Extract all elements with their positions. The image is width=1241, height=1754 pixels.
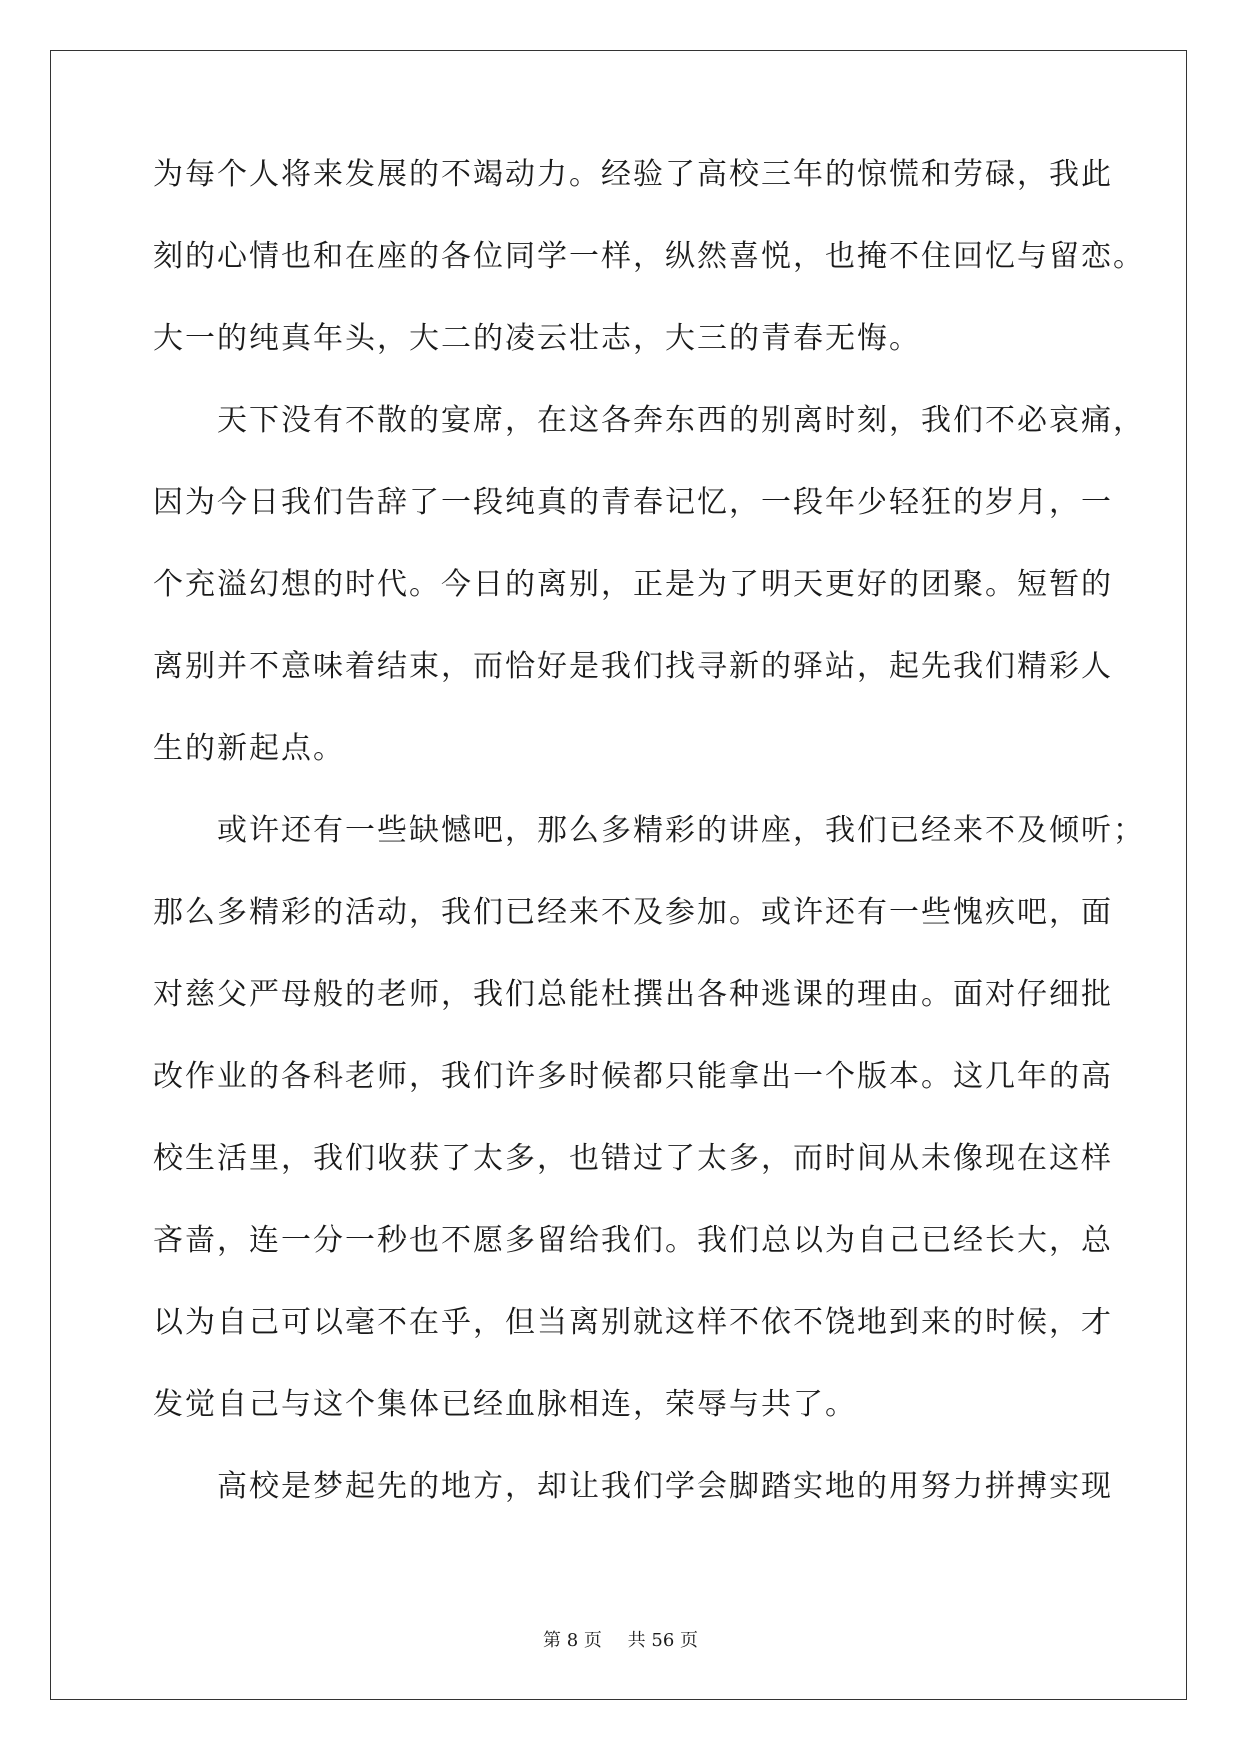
- text-line-1: 为每个人将来发展的不竭动力。经验了高校三年的惊慌和劳碌，我此: [153, 157, 1113, 192]
- document-body: [153, 157, 1145, 1554]
- total-pages: 共 56 页: [627, 1630, 698, 1651]
- page-footer: [0, 1626, 1241, 1652]
- text-line-2: 刻的心情也和在座的各位同学一样，纵然喜悦，也掩不住回忆与留恋。: [153, 239, 1145, 274]
- text-line-10: 那么多精彩的活动，我们已经来不及参加。或许还有一些愧疚吧，面: [153, 895, 1113, 930]
- page-number: 第 8 页: [543, 1630, 602, 1651]
- text-line-3: 大一的纯真年头，大二的凌云壮志，大三的青春无悔。: [153, 321, 921, 356]
- text-line-17: 高校是梦起先的地方，却让我们学会脚踏实地的用努力拼搏实现: [217, 1469, 1113, 1504]
- text-line-15: 以为自己可以毫不在乎，但当离别就这样不依不饶地到来的时候，才: [153, 1305, 1113, 1340]
- text-line-5: 因为今日我们告辞了一段纯真的青春记忆，一段年少轻狂的岁月，一: [153, 485, 1113, 520]
- text-line-14: 吝啬，连一分一秒也不愿多留给我们。我们总以为自己已经长大，总: [153, 1223, 1113, 1258]
- text-line-8: 生的新起点。: [153, 731, 345, 766]
- text-line-4: 天下没有不散的宴席，在这各奔东西的别离时刻，我们不必哀痛，: [217, 403, 1145, 438]
- text-line-6: 个充溢幻想的时代。今日的离别，正是为了明天更好的团聚。短暂的: [153, 567, 1113, 602]
- text-line-13: 校生活里，我们收获了太多，也错过了太多，而时间从未像现在这样: [153, 1141, 1113, 1176]
- text-line-12: 改作业的各科老师，我们许多时候都只能拿出一个版本。这几年的高: [153, 1059, 1113, 1094]
- text-line-7: 离别并不意味着结束，而恰好是我们找寻新的驿站，起先我们精彩人: [153, 649, 1113, 684]
- text-line-11: 对慈父严母般的老师，我们总能杜撰出各种逃课的理由。面对仔细批: [153, 977, 1113, 1012]
- text-line-9: 或许还有一些缺憾吧，那么多精彩的讲座，我们已经来不及倾听；: [217, 813, 1145, 848]
- text-line-16: 发觉自己与这个集体已经血脉相连，荣辱与共了。: [153, 1387, 857, 1422]
